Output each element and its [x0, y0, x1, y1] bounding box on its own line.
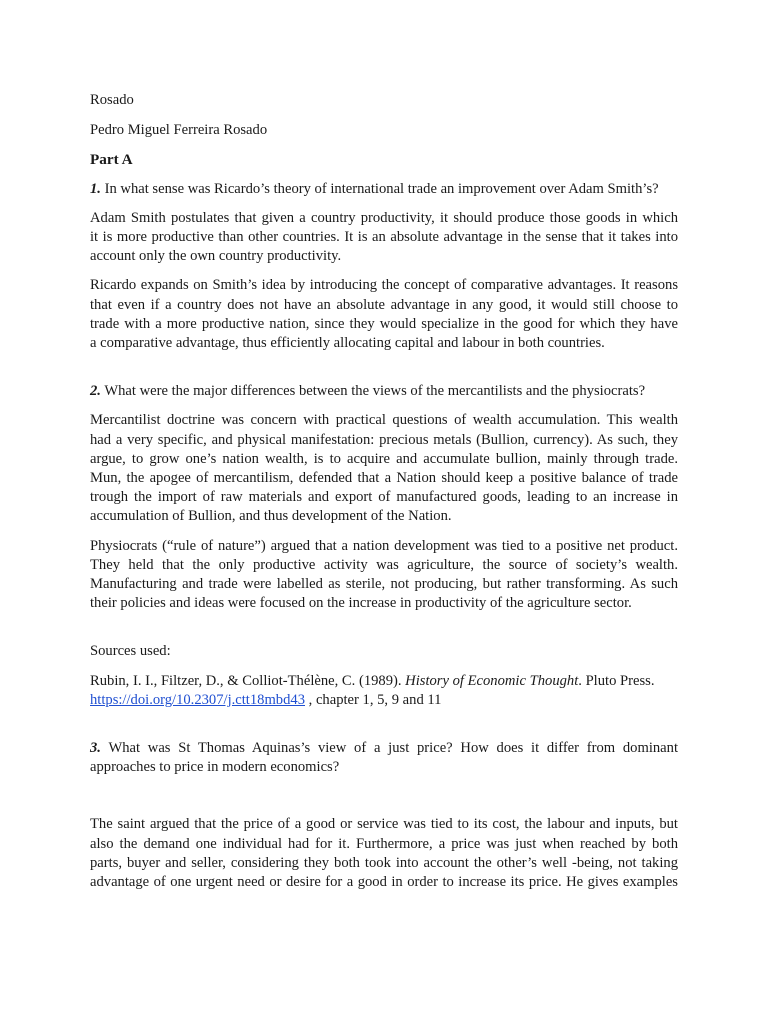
- sources-citation: [90, 672, 678, 710]
- question-3-text-line-1: What was St Thomas Aquinas’s view of a just price? How does it differ from dominant: [108, 740, 678, 757]
- question-3-number: 3.: [90, 740, 101, 757]
- question-3-text-line-2: approaches to price in modern economics?: [90, 759, 340, 776]
- question-3: [90, 739, 678, 777]
- question-1: [90, 180, 678, 199]
- question-1-number: 1.: [90, 180, 101, 197]
- author-full-name: Pedro Miguel Ferreira Rosado: [90, 122, 268, 139]
- question-1-text: In what sense was Ricardo’s theory of international trade an improvement over Adam Smith’s?: [104, 180, 659, 197]
- blank-line: [90, 710, 678, 739]
- question-1-answer-paragraph-1: Adam Smith postulates that given a country productivity, it should produce those goods in which it is more productive than other countries. It is an absolute advantage in the sense that it takes into account only the own country productivity.: [90, 209, 678, 265]
- question-2-answer-paragraph-1: Mercantilist doctrine was concern with practical questions of wealth accumulation. This wealth had a very specific, and physical manifestation: precious metals (Bullion, currency). As such, they argue, to grow one’s nation wealth, is to acquire and accumulate bullion, mainly through trade. Mun, the apogee of mercantilism, defended that a Nation should keep a positive balance of trade trough the import of raw materials and export of manufactured goods, leading to an increase in accumulation of Bullion, and thus development of the Nation.: [90, 412, 678, 525]
- question-2-text: What were the major differences between the views of the mercantilists and the physiocrats?: [104, 383, 646, 400]
- citation-publisher: . Pluto Press.: [578, 672, 655, 689]
- question-2-answer-paragraph-2: Physiocrats (“rule of nature”) argued that a nation development was tied to a positive net product. They held that the only productive activity was agriculture, the source of society’s wealth. Manufacturing and trade were labelled as sterile, not producing, but rather transforming. As such their policies and ideas were focused on the increase in productivity of the agriculture sector.: [90, 537, 678, 612]
- part-title: Part A: [90, 151, 133, 169]
- doi-link[interactable]: https://doi.org/10.2307/j.ctt18mbd43: [90, 691, 305, 708]
- question-3-answer-paragraph-1: The saint argued that the price of a good or service was tied to its cost, the labour and inputs, but also the demand one individual had for it. Furthermore, a price was just when reached by both parts, buyer and seller, considering they both took into account the other’s well -being, not taking advantage of one urgent need or desire for a good in order to increase its price. He gives examples: [90, 816, 678, 891]
- question-1-answer-paragraph-2: Ricardo expands on Smith’s idea by introducing the concept of comparative advantages. It reasons that even if a country does not have an absolute advantage in any good, it would still choose to trade with a more productive nation, since they would specialize in the good for which they have a comparative advantage, thus efficiently allocating capital and labour in both countries.: [90, 277, 678, 352]
- question-2: [90, 382, 678, 401]
- citation-chapters: , chapter 1, 5, 9 and 11: [305, 691, 442, 708]
- blank-line: [90, 353, 678, 382]
- question-2-number: 2.: [90, 383, 101, 400]
- blank-line: [90, 777, 678, 815]
- sources-heading: Sources used:: [90, 643, 171, 660]
- citation-title: History of Economic Thought: [405, 672, 579, 689]
- blank-line: [90, 613, 678, 642]
- document-page: [90, 91, 678, 892]
- citation-authors: Rubin, I. I., Filtzer, D., & Colliot-Thélène, C. (1989).: [90, 672, 402, 689]
- author-surname: Rosado: [90, 92, 134, 108]
